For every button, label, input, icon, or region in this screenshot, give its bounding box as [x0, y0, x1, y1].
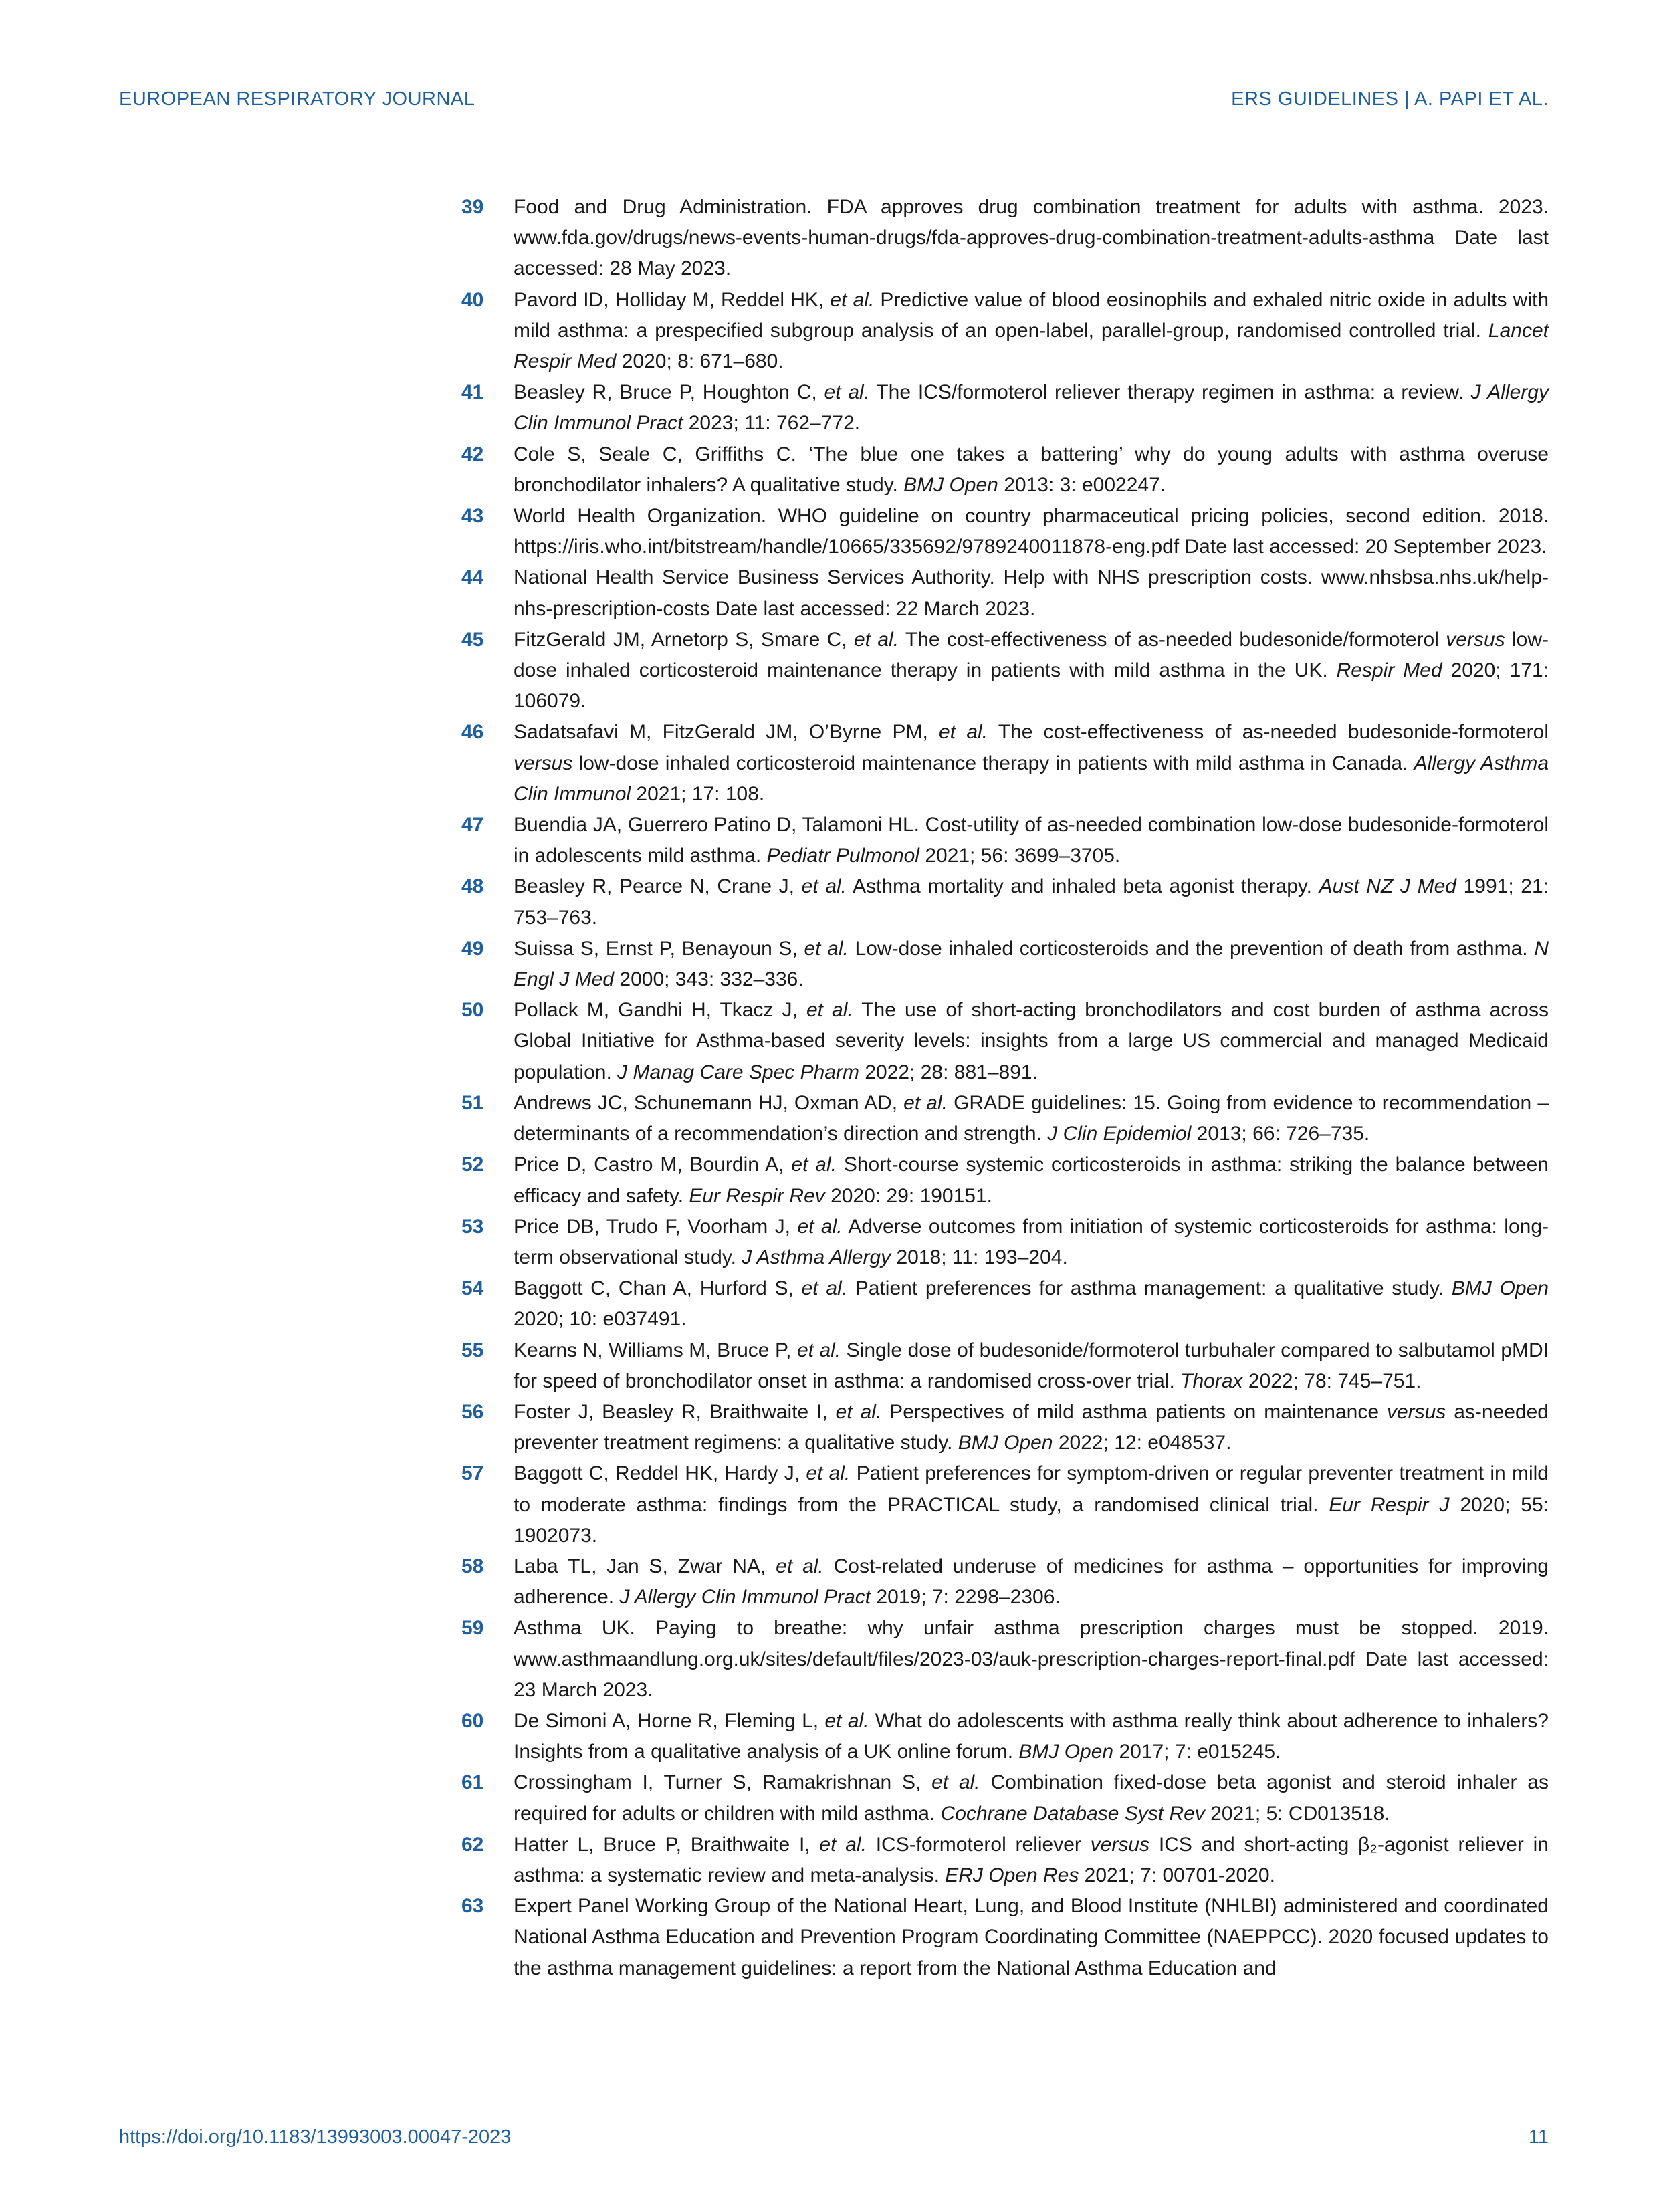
- reference-italic-segment: Allergy Asthma Clin Immunol: [514, 752, 1549, 805]
- reference-number: 54: [461, 1277, 484, 1300]
- reference-text: [514, 505, 1549, 558]
- reference-italic-segment: et al.: [801, 875, 847, 898]
- reference-number: 39: [461, 196, 484, 218]
- page-number: 11: [1528, 2126, 1549, 2148]
- reference-text: [514, 1710, 1549, 1763]
- reference-segment: Single dose of budesonide/formoterol turbuhaler compared to salbutamol pMDI for speed of bronchodilator onset in asthma: a randomised cross-over trial.: [514, 1339, 1549, 1392]
- reference-number: 49: [461, 937, 484, 960]
- reference-segment: Beasley R, Pearce N, Crane J,: [514, 875, 802, 898]
- reference-italic-segment: et al.: [804, 937, 849, 960]
- reference-item: [455, 1149, 1549, 1211]
- reference-item: [455, 1551, 1549, 1613]
- reference-segment: 2022; 12: e048537.: [1053, 1432, 1232, 1454]
- reference-text: [514, 721, 1549, 804]
- reference-item: [455, 501, 1549, 562]
- reference-italic-segment: J Asthma Allergy: [742, 1246, 891, 1268]
- journal-title: EUROPEAN RESPIRATORY JOURNAL: [119, 88, 475, 110]
- reference-text: [514, 443, 1549, 496]
- reference-segment: Perspectives of mild asthma patients on maintenance: [881, 1400, 1387, 1423]
- reference-italic-segment: Pediatr Pulmonol: [766, 845, 919, 867]
- reference-segment: Kearns N, Williams M, Bruce P,: [514, 1339, 797, 1361]
- reference-segment: Price D, Castro M, Bourdin A,: [514, 1153, 792, 1176]
- reference-segment: 2021; 7: 00701-2020.: [1079, 1864, 1275, 1886]
- reference-italic-segment: Lancet Respir Med: [514, 319, 1549, 373]
- reference-italic-segment: et al.: [939, 721, 988, 744]
- reference-segment: 2000; 343: 332–336.: [614, 968, 804, 991]
- reference-segment: Cole S, Seale C, Griffiths C. ‘The blue one takes a battering’ why do young adults with asthma overuse bronchodilator inhalers? A qualitative study.: [514, 443, 1549, 496]
- reference-italic-segment: et al.: [806, 999, 853, 1022]
- reference-segment: 2020; 55: 1902073.: [514, 1493, 1549, 1547]
- reference-text: [514, 937, 1549, 990]
- reference-segment: 2013: 3: e002247.: [998, 473, 1166, 496]
- reference-segment: Price DB, Trudo F, Voorham J,: [514, 1215, 798, 1238]
- reference-italic-segment: BMJ Open: [1451, 1277, 1549, 1300]
- reference-segment: Asthma UK. Paying to breathe: why unfair asthma prescription charges must be stopped. 2019. www.asthmaandlung.org.uk/sites/default/files/2023-03/auk-prescription-charges-report-final.pdf Date last accessed: 23 March 2023.: [514, 1617, 1549, 1701]
- reference-segment: 2020: 29: 190151.: [824, 1184, 993, 1207]
- reference-number: 60: [461, 1709, 484, 1732]
- reference-segment: Foster J, Beasley R, Braithwaite I,: [514, 1400, 836, 1423]
- reference-item: [455, 1273, 1549, 1335]
- reference-italic-segment: J Manag Care Spec Pharm: [617, 1061, 859, 1083]
- reference-number: 63: [461, 1895, 484, 1918]
- reference-item: [455, 1397, 1549, 1458]
- reference-segment: ICS-formoterol reliever: [866, 1833, 1091, 1856]
- reference-segment: Adverse outcomes from initiation of systemic corticosteroids for asthma: long-term observational study.: [514, 1215, 1549, 1268]
- reference-segment: Laba TL, Jan S, Zwar NA,: [514, 1555, 776, 1577]
- reference-text: [514, 1216, 1549, 1268]
- reference-segment: 1991; 21: 753–763.: [514, 875, 1549, 929]
- reference-text: [514, 999, 1549, 1083]
- reference-item: [455, 1891, 1549, 1984]
- reference-item: [455, 717, 1549, 810]
- reference-number: 53: [461, 1215, 484, 1238]
- reference-italic-segment: et al.: [830, 288, 875, 311]
- reference-item: [455, 1613, 1549, 1706]
- reference-segment: Sadatsafavi M, FitzGerald JM, O’Byrne PM,: [514, 721, 939, 744]
- reference-italic-segment: BMJ Open: [958, 1432, 1053, 1454]
- reference-number: 57: [461, 1462, 484, 1485]
- reference-number: 56: [461, 1400, 484, 1423]
- reference-item: [455, 995, 1549, 1088]
- reference-italic-segment: et al.: [791, 1153, 837, 1176]
- reference-italic-segment: Thorax: [1180, 1369, 1243, 1392]
- reference-segment: The ICS/formoterol reliever therapy regimen in asthma: a review.: [869, 381, 1471, 404]
- reference-italic-segment: Cochrane Database Syst Rev: [940, 1802, 1205, 1825]
- reference-number: 58: [461, 1555, 484, 1577]
- reference-item: [455, 810, 1549, 871]
- reference-number: 55: [461, 1339, 484, 1361]
- reference-italic-segment: et al.: [776, 1555, 824, 1577]
- reference-italic-segment: et al.: [801, 1277, 848, 1300]
- reference-text: [514, 1617, 1549, 1700]
- reference-number: 46: [461, 721, 484, 744]
- reference-segment: Combination fixed-dose beta agonist and steroid inhaler as required for adults or children with mild asthma.: [514, 1771, 1549, 1825]
- reference-segment: Crossingham I, Turner S, Ramakrishnan S,: [514, 1771, 932, 1794]
- reference-number: 41: [461, 381, 484, 404]
- reference-segment: Baggott C, Reddel HK, Hardy J,: [514, 1462, 806, 1485]
- reference-segment: Baggott C, Chan A, Hurford S,: [514, 1277, 802, 1300]
- reference-segment: GRADE guidelines: 15. Going from evidence to recommendation – determinants of a recommendation’s direction and strength.: [514, 1091, 1549, 1145]
- reference-item: [455, 871, 1549, 933]
- reference-segment: 2013; 66: 726–735.: [1191, 1123, 1370, 1145]
- reference-segment: 2020; 8: 671–680.: [616, 350, 784, 373]
- reference-text: [514, 629, 1549, 712]
- reference-italic-segment: J Allergy Clin Immunol Pract: [619, 1586, 871, 1609]
- reference-text: [514, 1092, 1549, 1145]
- reference-item: [455, 1830, 1549, 1891]
- reference-italic-segment: BMJ Open: [1018, 1741, 1114, 1763]
- reference-number: 44: [461, 566, 484, 589]
- reference-italic-segment: versus: [1090, 1833, 1150, 1856]
- reference-segment: 2017; 7: e015245.: [1113, 1741, 1281, 1763]
- reference-text: [514, 1339, 1549, 1392]
- reference-text: [514, 1462, 1549, 1546]
- reference-italic-segment: et al.: [824, 381, 870, 404]
- reference-italic-segment: et al.: [819, 1833, 867, 1856]
- reference-segment: 2018; 11: 193–204.: [891, 1246, 1068, 1268]
- reference-number: 62: [461, 1833, 484, 1856]
- reference-text: [514, 1555, 1549, 1608]
- reference-number: 47: [461, 814, 484, 837]
- reference-segment: Pavord ID, Holliday M, Reddel HK,: [514, 288, 831, 311]
- reference-italic-segment: BMJ Open: [903, 473, 998, 496]
- reference-text: [514, 1401, 1549, 1454]
- reference-text: [514, 1771, 1549, 1824]
- reference-segment: Expert Panel Working Group of the National Heart, Lung, and Blood Institute (NHLBI) administered and coordinated National Asthma Education and Prevention Program Coordinating Committee (NAEPPCC). 2020 focused updates to the asthma management guidelines: a report from the National Asthma Education and: [514, 1895, 1549, 1979]
- reference-italic-segment: Eur Respir Rev: [689, 1184, 825, 1207]
- reference-italic-segment: et al.: [931, 1771, 980, 1794]
- reference-italic-segment: et al.: [835, 1400, 882, 1423]
- reference-segment: 2021; 17: 108.: [631, 782, 765, 805]
- reference-segment: Asthma mortality and inhaled beta agonist therapy.: [847, 875, 1319, 898]
- reference-italic-segment: versus: [514, 752, 573, 774]
- reference-number: 51: [461, 1091, 484, 1114]
- reference-segment: Low-dose inhaled corticosteroids and the prevention of death from asthma.: [848, 937, 1535, 960]
- reference-segment: Food and Drug Administration. FDA approves drug combination treatment for adults with asthma. 2023. www.fda.gov/drugs/news-events-human-drugs/fda-approves-drug-combination-treatment-adults-asthma Date last accessed: 28 May 2023.: [514, 196, 1549, 280]
- reference-item: [455, 562, 1549, 624]
- reference-text: [514, 196, 1549, 280]
- reference-segment: FitzGerald JM, Arnetorp S, Smare C,: [514, 628, 854, 651]
- reference-italic-segment: versus: [1446, 628, 1505, 651]
- doi-link[interactable]: https://doi.org/10.1183/13993003.00047-2023: [119, 2126, 512, 2148]
- reference-italic-segment: J Allergy Clin Immunol Pract: [514, 381, 1549, 435]
- reference-number: 52: [461, 1153, 484, 1176]
- reference-item: [455, 625, 1549, 717]
- reference-item: [455, 1767, 1549, 1829]
- reference-item: [455, 192, 1549, 285]
- reference-segment: as-needed preventer treatment regimens: a qualitative study.: [514, 1400, 1549, 1454]
- reference-segment: Beasley R, Bruce P, Houghton C,: [514, 381, 824, 404]
- reference-text: [514, 289, 1549, 372]
- reference-item: [455, 933, 1549, 995]
- reference-text: [514, 1834, 1549, 1886]
- reference-segment: Buendia JA, Guerrero Patino D, Talamoni HL. Cost-utility of as-needed combination low-dose budesonide-formoterol in adolescents mild asthma.: [514, 814, 1549, 867]
- reference-segment: 2021; 56: 3699–3705.: [919, 845, 1121, 867]
- reference-text: [514, 814, 1549, 867]
- reference-item: [455, 1335, 1549, 1397]
- reference-item: [455, 1458, 1549, 1551]
- reference-item: [455, 1088, 1549, 1149]
- reference-text: [514, 566, 1549, 619]
- reference-italic-segment: et al.: [853, 628, 899, 651]
- reference-number: 42: [461, 443, 484, 465]
- reference-number: 43: [461, 505, 484, 528]
- reference-segment: Hatter L, Bruce P, Braithwaite I,: [514, 1833, 820, 1856]
- reference-number: 48: [461, 875, 484, 898]
- reference-segment: low-dose inhaled corticosteroid maintenance therapy in patients with mild asthma in the UK.: [514, 628, 1549, 682]
- reference-item: [455, 1212, 1549, 1273]
- reference-italic-segment: Respir Med: [1336, 659, 1442, 682]
- reference-italic-segment: Aust NZ J Med: [1319, 875, 1456, 898]
- reference-italic-segment: N Engl J Med: [514, 937, 1549, 991]
- reference-item: [455, 439, 1549, 501]
- reference-list: [455, 192, 1549, 1984]
- reference-number: 45: [461, 628, 484, 651]
- reference-segment: Pollack M, Gandhi H, Tkacz J,: [514, 999, 806, 1022]
- reference-segment: Andrews JC, Schunemann HJ, Oxman AD,: [514, 1091, 904, 1114]
- reference-segment: What do adolescents with asthma really think about adherence to inhalers? Insights from a qualitative analysis of a UK online forum.: [514, 1709, 1549, 1763]
- reference-segment: De Simoni A, Horne R, Fleming L,: [514, 1709, 825, 1732]
- reference-segment: Cost-related underuse of medicines for asthma – opportunities for improving adherence.: [514, 1555, 1549, 1609]
- reference-text: [514, 381, 1549, 434]
- reference-segment: 2022; 28: 881–891.: [859, 1061, 1038, 1083]
- reference-segment: The cost-effectiveness of as-needed budesonide/formoterol: [899, 628, 1446, 651]
- reference-segment: ICS and short-acting β₂-agonist reliever in asthma: a systematic review and meta-analysis.: [514, 1833, 1549, 1886]
- reference-segment: World Health Organization. WHO guideline on country pharmaceutical pricing policies, second edition. 2018. https://iris.who.int/bitstream/handle/10665/335692/9789240011878-eng.pdf Date last accessed: 20 September 2023.: [514, 505, 1549, 558]
- reference-segment: 2020; 10: e037491.: [514, 1308, 687, 1331]
- reference-segment: Short-course systemic corticosteroids in asthma: striking the balance between efficacy and safety.: [514, 1153, 1549, 1207]
- reference-number: 61: [461, 1771, 484, 1794]
- reference-segment: 2019; 7: 2298–2306.: [871, 1586, 1061, 1609]
- reference-item: [455, 285, 1549, 378]
- reference-italic-segment: et al.: [824, 1709, 869, 1732]
- reference-segment: The cost-effectiveness of as-needed budesonide-formoterol: [988, 721, 1549, 744]
- reference-text: [514, 1895, 1549, 1979]
- reference-italic-segment: Eur Respir J: [1329, 1493, 1450, 1516]
- reference-segment: Predictive value of blood eosinophils and exhaled nitric oxide in adults with mild asthma: a prespecified subgroup analysis of an open-label, parallel-group, randomised controlled trial.: [514, 288, 1549, 342]
- reference-number: 50: [461, 999, 484, 1022]
- reference-text: [514, 1277, 1549, 1330]
- reference-segment: Suissa S, Ernst P, Benayoun S,: [514, 937, 804, 960]
- reference-segment: 2023; 11: 762–772.: [683, 412, 861, 435]
- reference-segment: 2021; 5: CD013518.: [1204, 1802, 1390, 1825]
- reference-segment: Patient preferences for asthma management: a qualitative study.: [847, 1277, 1452, 1300]
- reference-italic-segment: J Clin Epidemiol: [1047, 1123, 1192, 1145]
- reference-number: 59: [461, 1617, 484, 1640]
- reference-segment: The use of short-acting bronchodilators and cost burden of asthma across Global Initiative for Asthma-based severity levels: insights from a large US commercial and managed Medicaid population.: [514, 999, 1549, 1083]
- reference-text: [514, 875, 1549, 928]
- reference-item: [455, 377, 1549, 439]
- reference-text: [514, 1153, 1549, 1206]
- reference-italic-segment: ERJ Open Res: [945, 1864, 1079, 1886]
- reference-segment: Patient preferences for symptom-driven or regular preventer treatment in mild to moderate asthma: findings from the PRACTICAL study, a randomised clinical trial.: [514, 1462, 1549, 1516]
- reference-italic-segment: et al.: [797, 1215, 843, 1238]
- reference-segment: low-dose inhaled corticosteroid maintenance therapy in patients with mild asthma in Canada.: [572, 752, 1414, 774]
- reference-italic-segment: et al.: [806, 1462, 851, 1485]
- reference-number: 40: [461, 288, 484, 311]
- reference-segment: 2020; 171: 106079.: [514, 659, 1549, 713]
- reference-item: [455, 1706, 1549, 1767]
- reference-italic-segment: et al.: [796, 1339, 841, 1361]
- reference-segment: National Health Service Business Services Authority. Help with NHS prescription costs. www.nhsbsa.nhs.uk/help-nhs-prescription-costs Date last accessed: 22 March 2023.: [514, 566, 1549, 620]
- section-header: ERS GUIDELINES | A. PAPI ET AL.: [1231, 88, 1549, 110]
- reference-italic-segment: versus: [1386, 1400, 1446, 1423]
- reference-italic-segment: et al.: [903, 1091, 948, 1114]
- reference-segment: 2022; 78: 745–751.: [1242, 1369, 1422, 1392]
